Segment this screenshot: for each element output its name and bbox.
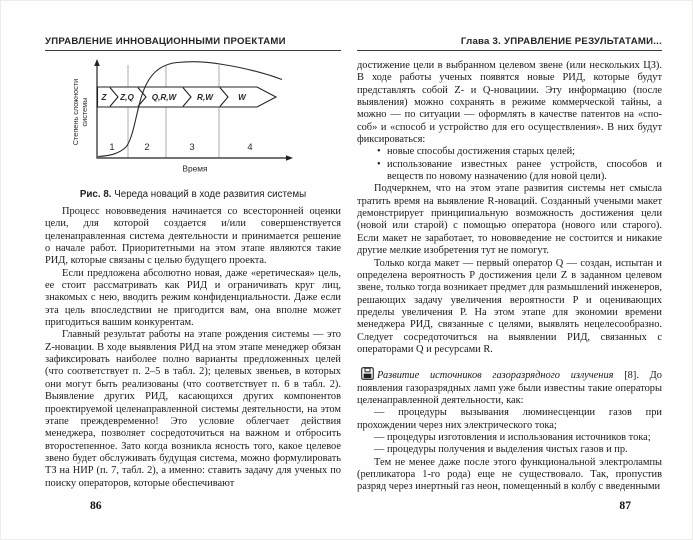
bullet-icon: • [377, 146, 381, 158]
figure-8 [45, 57, 341, 200]
page-number-left: 86 [90, 499, 102, 512]
paragraph: Главный результат работы на этапе рождения системы — это Z-новации. В ходе выявления РИД на этом этапе менеджер обязан зафиксировать наиболее полно варианты предложенных целей (что соответствует п. 2–5 в табл. 2); целевых звеньев, в которых они могут быть реализованы (что соответствует п. 6 в табл. 2). Выявление других РИД, касающихся других компонентов проектируемой целенаправленной системы деятельности, на этом этапе преждевременно! Это условие облегчает действия менеджера, позволяет сосредоточиться на важном и отбросить второстепенное. Зато когда возникла ясность того, какое целевое звено будет обслуживать будущая система, можно формулировать ТЗ на НИР (п. 7, табл. 2), а именно: ставить задачу для ученых по поиску операторов, которые обеспечивают [45, 329, 341, 489]
phase-number-1: 1 [109, 141, 115, 152]
phase-number-3: 3 [189, 141, 195, 152]
figure-caption [45, 189, 341, 200]
banner-segment-rw: R,W [197, 93, 213, 103]
paragraph: Процесс нововведения начинается со всесторонней оценки цели, для которой создается и/или совершенствуется целенаправленная система деятельности и принимается решение о начале работ. Приоритетными на этом этапе являются такие РИД, которые связаны с целью будущего проекта. [45, 206, 341, 267]
dash-item: — процедуры получения и выделения чистых газов и пр. [374, 444, 628, 456]
banner-segment-qrw: Q,R,W [151, 93, 177, 103]
page-number-right: 87 [619, 499, 631, 512]
dash-item: — процедуры изготовления и использования источников тока; [374, 431, 651, 443]
paragraph: достижение цели в выбранном целевом звене (или нескольких ЦЗ). В ходе работы ученых появятся новые РИД, которые будут представлять собой Z- и Q-новациии. Эту информацию (после выявления) можно сохранять в режиме коммерческой тайны, а можно — по ситуации — оформлять в качестве патентов на «способ» и «способ и устройство для его осуществления». В них будут фиксироваться: [357, 60, 662, 146]
paragraph: Только когда макет — первый оператор Q — создан, испытан и определена вероятность P достижения цели Z в заданном целевом звене, только тогда возникает предмет для размышлений инженеров, решающих задачу увеличения вероятности P и оценивающих пределы увеличения P. На этом этапе для экономии времени менеджера РИД, связанные с целями, выявлять нецелесообразно. Следует сосредоточиться на выявлении РИД, связанных с операторами Q и ресурсами R. [357, 257, 662, 355]
paragraph: Тем не менее даже после этого функциональной электролампы (репликатора 1-го рода) еще не существовало. Так, пропустив разряд через инертный газ неон, помещенный в колбу с введенными [357, 456, 662, 493]
y-axis-arrow-icon [94, 59, 100, 66]
bullet-text: использование известных ранее устройств, способов и веществ по новому назначению (для новой цели). [387, 158, 662, 183]
figure-caption-label: Рис. 8. [79, 189, 112, 200]
right-running-head: Глава 3. УПРАВЛЕНИЕ РЕЗУЛЬТАТАМИ... [357, 36, 662, 51]
left-page [45, 0, 341, 512]
bullet-item [376, 159, 662, 184]
x-axis-label: Время [182, 163, 208, 174]
x-axis-arrow-icon [286, 155, 293, 161]
phase-number-2: 2 [144, 141, 150, 152]
banner-segment-zq: Z,Q [120, 93, 134, 103]
right-page-body [357, 60, 662, 494]
bullet-item [376, 146, 662, 158]
floppy-disk-icon [361, 367, 374, 380]
right-page [357, 0, 662, 512]
paragraph: Подчеркнем, что на этом этапе развития системы нет смысла тратить время на выявление R-новаций. Созданный учеными макет демонстрирует принципиальную возможность достижения цели (новой или старой) с помощью оператора (нового или старого). Если макет не заработает, то нововведение не состоится и никакие другие мелкие изобретения тут не помогут. [357, 183, 662, 257]
example-lead-paragraph [357, 367, 662, 407]
system-development-diagram [45, 57, 341, 183]
example-lead-rest: [8]. До появления газоразрядных ламп уже были известны такие операторы целенаправленной деятельности, как: [357, 370, 662, 406]
bullet-icon: • [377, 158, 381, 170]
phase-number-4: 4 [247, 141, 253, 152]
example-block [357, 367, 662, 493]
figure-caption-text: Череда новаций в ходе развития системы [114, 189, 307, 200]
left-page-body [45, 206, 341, 490]
y-axis-label-line1: Степень сложности [71, 78, 80, 146]
banner-segment-w: W [238, 93, 246, 103]
banner-segment-z: Z [101, 93, 107, 103]
bullet-text: новые способы достижения старых целей; [387, 146, 576, 158]
left-running-head: УПРАВЛЕНИЕ ИННОВАЦИОННЫМИ ПРОЕКТАМИ [45, 36, 341, 51]
dash-item: — процедуры вызывания люминесценции газов при прохождении через них электрического тока; [357, 407, 662, 431]
paragraph: Если предложена абсолютно новая, даже «еретическая» цель, ее стоит рассматривать как РИД и ограничивать круг лиц, знакомых с нею, вводить режим конфиденциальности. Даже если эта цель впоследствии не пригодится вам, она вполне может пригодиться вашим конкурентам. [45, 267, 341, 329]
y-axis-label-line2: системы [80, 97, 89, 127]
example-title: Развитие источников газоразрядного излучения [377, 370, 614, 382]
